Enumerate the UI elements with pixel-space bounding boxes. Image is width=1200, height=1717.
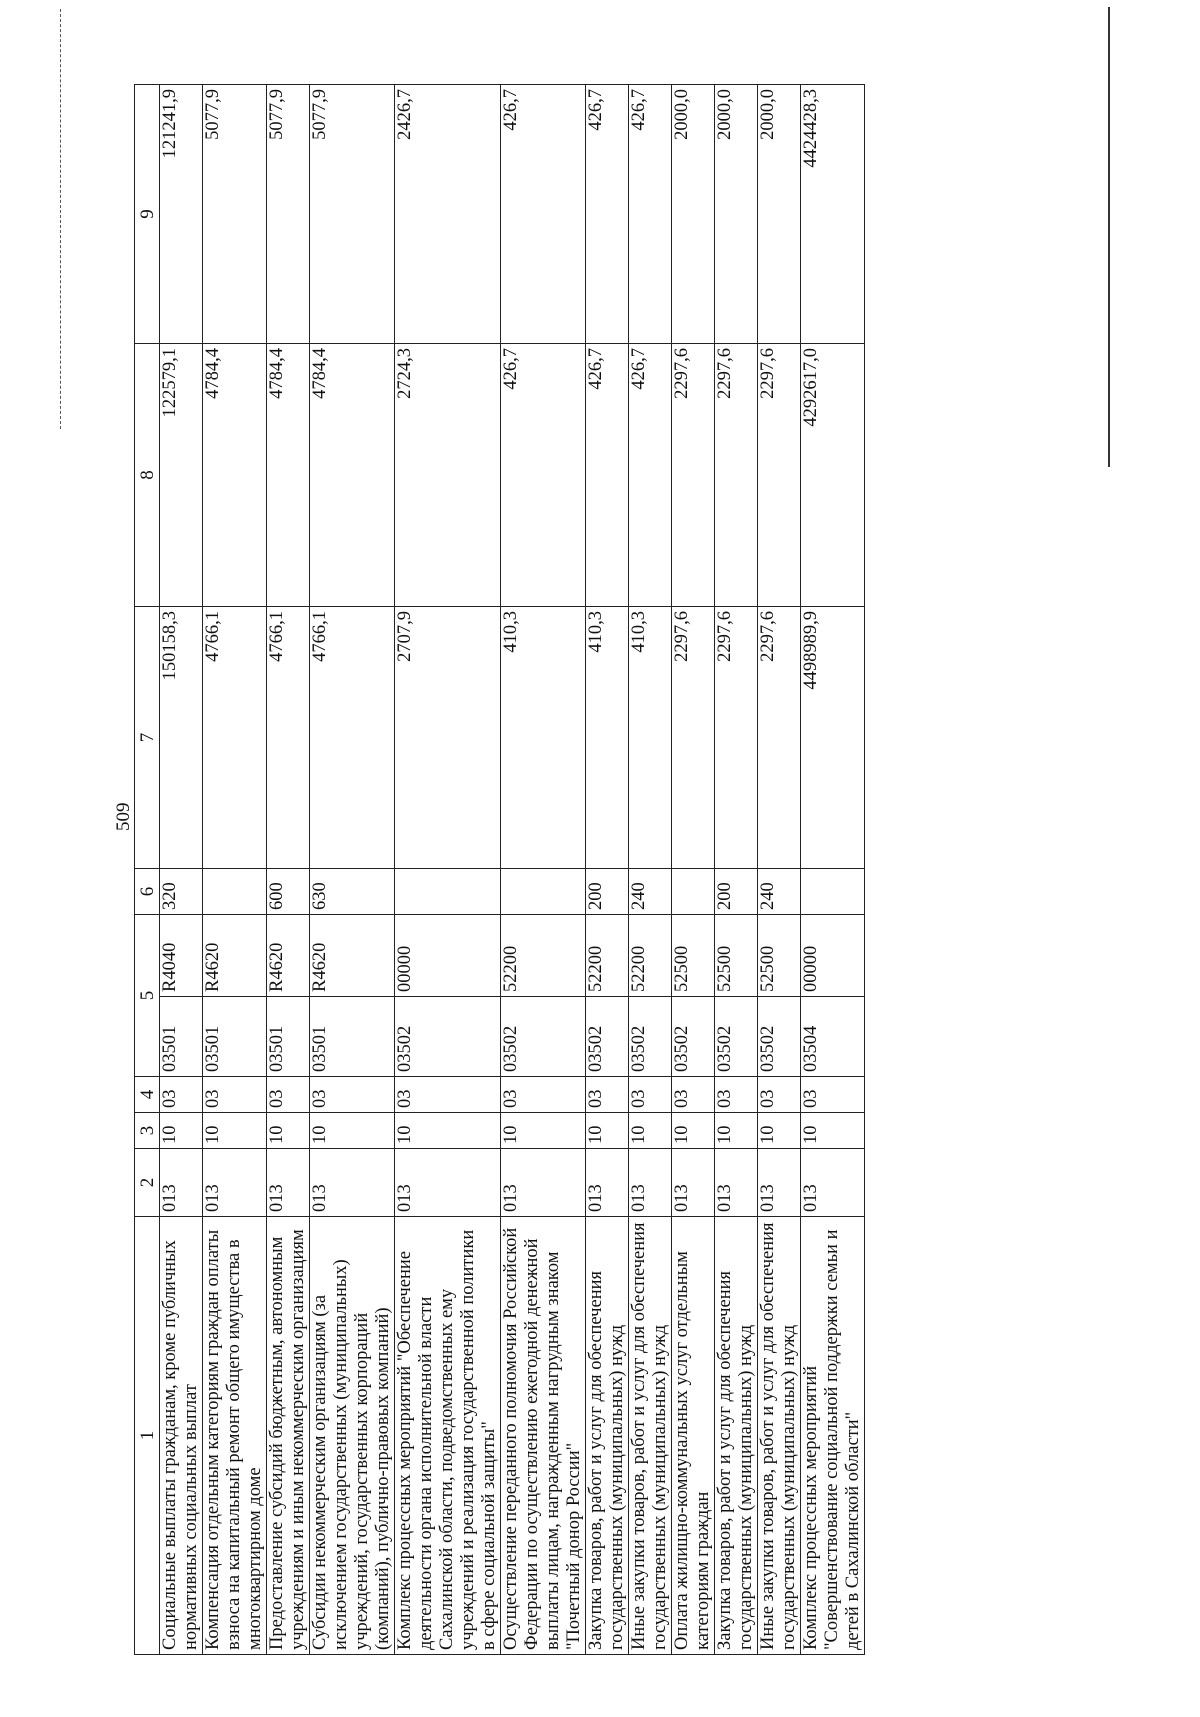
cell-expense-type: 200 (715, 869, 758, 915)
cell-program-code: 03501 (267, 997, 310, 1077)
cell-direction-code: 52200 (586, 915, 629, 997)
cell-name: Закупка товаров, работ и услуг для обеспечения государственных (муниципальных) нужд (715, 1217, 758, 1655)
cell-section: 10 (501, 1113, 586, 1149)
scan-artifact-line (1108, 7, 1110, 467)
table-row (672, 85, 715, 1655)
column-header-2: 2 (135, 1149, 160, 1217)
cell-amount-year-3: 5077,9 (310, 85, 395, 344)
cell-direction-code: R4620 (203, 915, 267, 997)
cell-section: 10 (586, 1113, 629, 1149)
table-row (160, 85, 203, 1655)
cell-ministry-code: 013 (501, 1149, 586, 1217)
header-row (135, 85, 160, 1655)
cell-direction-code: R4040 (160, 915, 203, 997)
cell-amount-year-2: 426,7 (501, 344, 586, 607)
cell-name: Предоставление субсидий бюджетным, автономным учреждениям и иным некоммерческим организациям (267, 1217, 310, 1655)
table-row (801, 85, 865, 1655)
cell-subsection: 03 (801, 1077, 865, 1113)
cell-program-code: 03502 (758, 997, 801, 1077)
cell-expense-type: 240 (758, 869, 801, 915)
cell-subsection: 03 (267, 1077, 310, 1113)
cell-amount-year-3: 5077,9 (203, 85, 267, 344)
cell-section: 10 (758, 1113, 801, 1149)
column-header-7: 7 (135, 607, 160, 869)
cell-amount-year-2: 4784,4 (203, 344, 267, 607)
cell-subsection: 03 (715, 1077, 758, 1113)
table-row (715, 85, 758, 1655)
table-row (629, 85, 672, 1655)
column-header-1: 1 (135, 1217, 160, 1655)
table-row (586, 85, 629, 1655)
column-header-8: 8 (135, 344, 160, 607)
cell-ministry-code: 013 (801, 1149, 865, 1217)
budget-table (134, 84, 865, 1655)
cell-amount-year-1: 410,3 (501, 607, 586, 869)
cell-direction-code: 52500 (715, 915, 758, 997)
cell-amount-year-1: 150158,3 (160, 607, 203, 869)
cell-expense-type (203, 869, 267, 915)
cell-name: Иные закупки товаров, работ и услуг для обеспечения государственных (муниципальных) нужд (758, 1217, 801, 1655)
cell-amount-year-1: 4766,1 (267, 607, 310, 869)
cell-ministry-code: 013 (758, 1149, 801, 1217)
cell-subsection: 03 (203, 1077, 267, 1113)
cell-amount-year-3: 2000,0 (715, 85, 758, 344)
cell-amount-year-1: 410,3 (629, 607, 672, 869)
cell-amount-year-3: 4424428,3 (801, 85, 865, 344)
page-number: 509 (113, 802, 134, 831)
scan-artifact-line (60, 9, 61, 429)
cell-amount-year-1: 4766,1 (203, 607, 267, 869)
cell-section: 10 (629, 1113, 672, 1149)
cell-ministry-code: 013 (672, 1149, 715, 1217)
cell-program-code: 03502 (586, 997, 629, 1077)
cell-amount-year-2: 4784,4 (310, 344, 395, 607)
column-header-6: 6 (135, 869, 160, 915)
cell-subsection: 03 (310, 1077, 395, 1113)
cell-amount-year-3: 2426,7 (395, 85, 501, 344)
table-row (310, 85, 395, 1655)
cell-section: 10 (715, 1113, 758, 1149)
cell-ministry-code: 013 (160, 1149, 203, 1217)
cell-ministry-code: 013 (629, 1149, 672, 1217)
cell-expense-type (801, 869, 865, 915)
cell-program-code: 03502 (395, 997, 501, 1077)
cell-name: Социальные выплаты гражданам, кроме публичных нормативных социальных выплат (160, 1217, 203, 1655)
cell-section: 10 (267, 1113, 310, 1149)
cell-subsection: 03 (501, 1077, 586, 1113)
cell-direction-code: 00000 (395, 915, 501, 997)
cell-amount-year-3: 2000,0 (758, 85, 801, 344)
cell-name: Осуществление переданного полномочия Российской Федерации по осуществлению ежегодной денежной выплаты лицам, награжденным нагрудным знаком "Почетный донор России" (501, 1217, 586, 1655)
table-row (395, 85, 501, 1655)
cell-name: Оплата жилищно-коммунальных услуг отдельным категориям граждан (672, 1217, 715, 1655)
cell-section: 10 (395, 1113, 501, 1149)
cell-name: Комплекс процессных мероприятий "Обеспечение деятельности органа исполнительной власти Сахалинской области, подведомственных ему учреждений и реализация государственной политики в сфере социальной защиты" (395, 1217, 501, 1655)
cell-amount-year-3: 5077,9 (267, 85, 310, 344)
cell-subsection: 03 (160, 1077, 203, 1113)
cell-program-code: 03502 (672, 997, 715, 1077)
cell-amount-year-3: 426,7 (629, 85, 672, 344)
cell-section: 10 (801, 1113, 865, 1149)
cell-amount-year-3: 426,7 (586, 85, 629, 344)
cell-section: 10 (672, 1113, 715, 1149)
column-header-9: 9 (135, 85, 160, 344)
cell-amount-year-2: 426,7 (586, 344, 629, 607)
cell-direction-code: 52200 (629, 915, 672, 997)
cell-amount-year-3: 426,7 (501, 85, 586, 344)
cell-section: 10 (310, 1113, 395, 1149)
cell-amount-year-3: 2000,0 (672, 85, 715, 344)
cell-expense-type: 600 (267, 869, 310, 915)
cell-program-code: 03502 (715, 997, 758, 1077)
cell-amount-year-2: 4292617,0 (801, 344, 865, 607)
cell-expense-type (501, 869, 586, 915)
cell-subsection: 03 (395, 1077, 501, 1113)
cell-amount-year-2: 2724,3 (395, 344, 501, 607)
cell-amount-year-1: 2707,9 (395, 607, 501, 869)
cell-ministry-code: 013 (310, 1149, 395, 1217)
cell-expense-type: 200 (586, 869, 629, 915)
cell-expense-type (672, 869, 715, 915)
cell-direction-code: 52500 (758, 915, 801, 997)
column-header-5: 5 (135, 915, 160, 1077)
cell-expense-type: 320 (160, 869, 203, 915)
cell-direction-code: 00000 (801, 915, 865, 997)
cell-name: Закупка товаров, работ и услуг для обеспечения государственных (муниципальных) нужд (586, 1217, 629, 1655)
cell-amount-year-2: 122579,1 (160, 344, 203, 607)
cell-subsection: 03 (672, 1077, 715, 1113)
table-row (501, 85, 586, 1655)
cell-expense-type (395, 869, 501, 915)
cell-amount-year-1: 2297,6 (758, 607, 801, 869)
cell-program-code: 03501 (203, 997, 267, 1077)
cell-ministry-code: 013 (586, 1149, 629, 1217)
cell-amount-year-1: 2297,6 (715, 607, 758, 869)
cell-program-code: 03501 (160, 997, 203, 1077)
column-header-4: 4 (135, 1077, 160, 1113)
table-row (203, 85, 267, 1655)
cell-amount-year-2: 4784,4 (267, 344, 310, 607)
cell-ministry-code: 013 (203, 1149, 267, 1217)
cell-amount-year-1: 410,3 (586, 607, 629, 869)
cell-name: Комплекс процессных мероприятий "Совершенствование социальной поддержки семьи и детей в Сахалинской области" (801, 1217, 865, 1655)
table-row (758, 85, 801, 1655)
cell-amount-year-3: 121241,9 (160, 85, 203, 344)
cell-direction-code: 52200 (501, 915, 586, 997)
cell-name: Субсидии некоммерческим организациям (за исключением государственных (муниципальных) учреждений, государственных корпораций (компаний), публично-правовых компаний) (310, 1217, 395, 1655)
cell-ministry-code: 013 (267, 1149, 310, 1217)
cell-direction-code: 52500 (672, 915, 715, 997)
cell-expense-type: 240 (629, 869, 672, 915)
cell-program-code: 03502 (629, 997, 672, 1077)
cell-program-code: 03501 (310, 997, 395, 1077)
cell-amount-year-2: 2297,6 (672, 344, 715, 607)
cell-name: Иные закупки товаров, работ и услуг для обеспечения государственных (муниципальных) нужд (629, 1217, 672, 1655)
cell-section: 10 (160, 1113, 203, 1149)
cell-amount-year-2: 2297,6 (758, 344, 801, 607)
cell-amount-year-1: 4498989,9 (801, 607, 865, 869)
cell-program-code: 03504 (801, 997, 865, 1077)
cell-subsection: 03 (586, 1077, 629, 1113)
cell-ministry-code: 013 (395, 1149, 501, 1217)
cell-section: 10 (203, 1113, 267, 1149)
table-row (267, 85, 310, 1655)
cell-subsection: 03 (629, 1077, 672, 1113)
cell-expense-type: 630 (310, 869, 395, 915)
cell-program-code: 03502 (501, 997, 586, 1077)
cell-amount-year-2: 2297,6 (715, 344, 758, 607)
column-header-3: 3 (135, 1113, 160, 1149)
cell-amount-year-2: 426,7 (629, 344, 672, 607)
cell-direction-code: R4620 (310, 915, 395, 997)
cell-amount-year-1: 2297,6 (672, 607, 715, 869)
cell-direction-code: R4620 (267, 915, 310, 997)
cell-subsection: 03 (758, 1077, 801, 1113)
cell-name: Компенсация отдельным категориям граждан оплаты взноса на капитальный ремонт общего имущества в многоквартирном доме (203, 1217, 267, 1655)
cell-ministry-code: 013 (715, 1149, 758, 1217)
cell-amount-year-1: 4766,1 (310, 607, 395, 869)
